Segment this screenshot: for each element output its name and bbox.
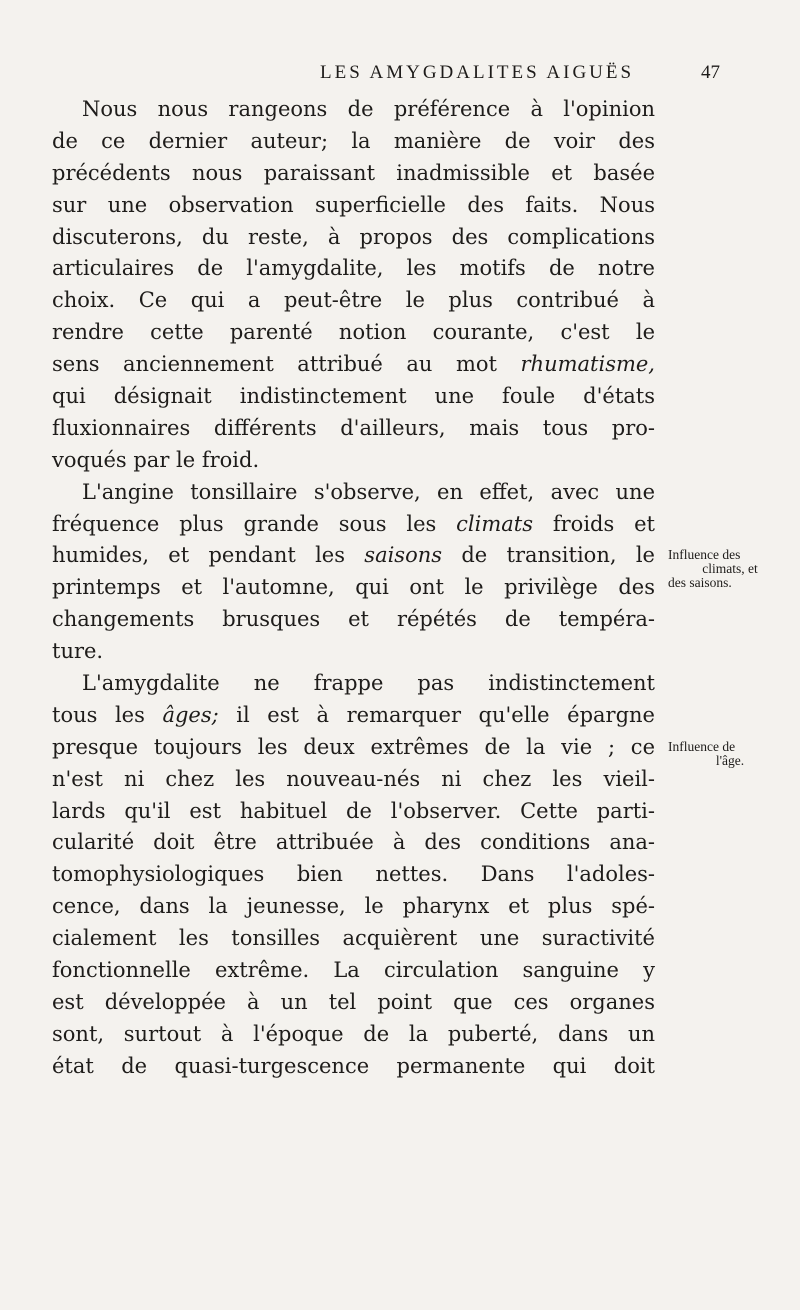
- text-line: cence, dans la jeunesse, le pharynx et plus spé-: [52, 894, 655, 919]
- text-line: ture.: [52, 639, 104, 664]
- text-line: cularité doit être attribuée à des conditions ana-: [52, 830, 655, 855]
- text-line: [52, 349, 655, 381]
- text-line: cialement les tonsilles acquièrent une suractivité: [52, 926, 655, 951]
- text-line: [52, 700, 655, 732]
- text-line: précédents nous paraissant inadmissible et basée: [52, 160, 655, 185]
- text-line: voqués par le froid.: [52, 447, 260, 472]
- text-line: choix. Ce qui a peut-être le plus contribué à: [52, 288, 655, 313]
- margin-note-line: climats, et: [702, 561, 758, 576]
- text-line: articulaires de l'amygdalite, les motifs de notre: [52, 256, 655, 281]
- text-line: L'amygdalite ne frappe pas indistinctement: [82, 671, 655, 696]
- text-line: sur une observation superficielle des faits. Nous: [52, 192, 655, 217]
- text-line: sont, surtout à l'époque de la puberté, dans un: [52, 1021, 655, 1046]
- margin-note-age: [668, 740, 800, 768]
- main-text: [52, 94, 655, 1083]
- text-line: tomophysiologiques bien nettes. Dans l'adoles-: [52, 862, 655, 887]
- text-line: [52, 509, 655, 541]
- text-line: discuterons, du reste, à propos des complications: [52, 224, 655, 249]
- emphasis-rhumatisme: rhumatisme,: [520, 352, 655, 377]
- page-number: 47: [701, 62, 720, 83]
- text-segment: sens anciennement attribué au mot: [52, 352, 497, 377]
- running-title: LES AMYGDALITES AIGUËS: [320, 62, 635, 83]
- emphasis-saisons: saisons: [364, 543, 443, 568]
- text-segment: tous les: [52, 702, 145, 727]
- text-line: [52, 540, 655, 572]
- margin-note-line: des saisons.: [668, 575, 732, 590]
- text-line: L'angine tonsillaire s'observe, en effet, avec une: [82, 479, 655, 504]
- text-segment: de transition, le: [461, 543, 655, 568]
- margin-note-line: Influence de: [668, 739, 736, 754]
- text-line: printemps et l'automne, qui ont le privilège des: [52, 575, 655, 600]
- text-segment: fréquence plus grande sous les: [52, 511, 437, 536]
- text-line: n'est ni chez les nouveau-nés ni chez les vieil-: [52, 766, 655, 791]
- text-line: lards qu'il est habituel de l'observer. Cette parti-: [52, 798, 655, 823]
- text-line: changements brusques et répétés de tempéra-: [52, 607, 655, 632]
- text-line: de ce dernier auteur; la manière de voir des: [52, 128, 655, 153]
- text-line: fonctionnelle extrême. La circulation sanguine y: [52, 958, 655, 983]
- emphasis-climats: climats: [456, 511, 533, 536]
- text-segment: humides, et pendant les: [52, 543, 345, 568]
- text-line: Nous nous rangeons de préférence à l'opinion: [82, 97, 655, 121]
- margin-note-line: Influence des: [668, 547, 741, 562]
- text-line: qui désignait indistinctement une foule d'états: [52, 384, 655, 409]
- text-segment: il est à remarquer qu'elle épargne: [236, 702, 655, 727]
- text-line: état de quasi-turgescence permanente qui doit: [52, 1053, 655, 1078]
- text-segment: froids et: [552, 511, 655, 536]
- margin-note-line: l'âge.: [715, 753, 745, 768]
- margin-note-climats: [668, 548, 800, 590]
- text-line: rendre cette parenté notion courante, c'est le: [52, 320, 655, 345]
- emphasis-ages: âges;: [162, 702, 219, 727]
- text-line: fluxionnaires différents d'ailleurs, mais tous pro-: [52, 415, 655, 440]
- text-line: est développée à un tel point que ces organes: [52, 989, 655, 1014]
- text-line: presque toujours les deux extrêmes de la vie ; ce: [52, 734, 655, 759]
